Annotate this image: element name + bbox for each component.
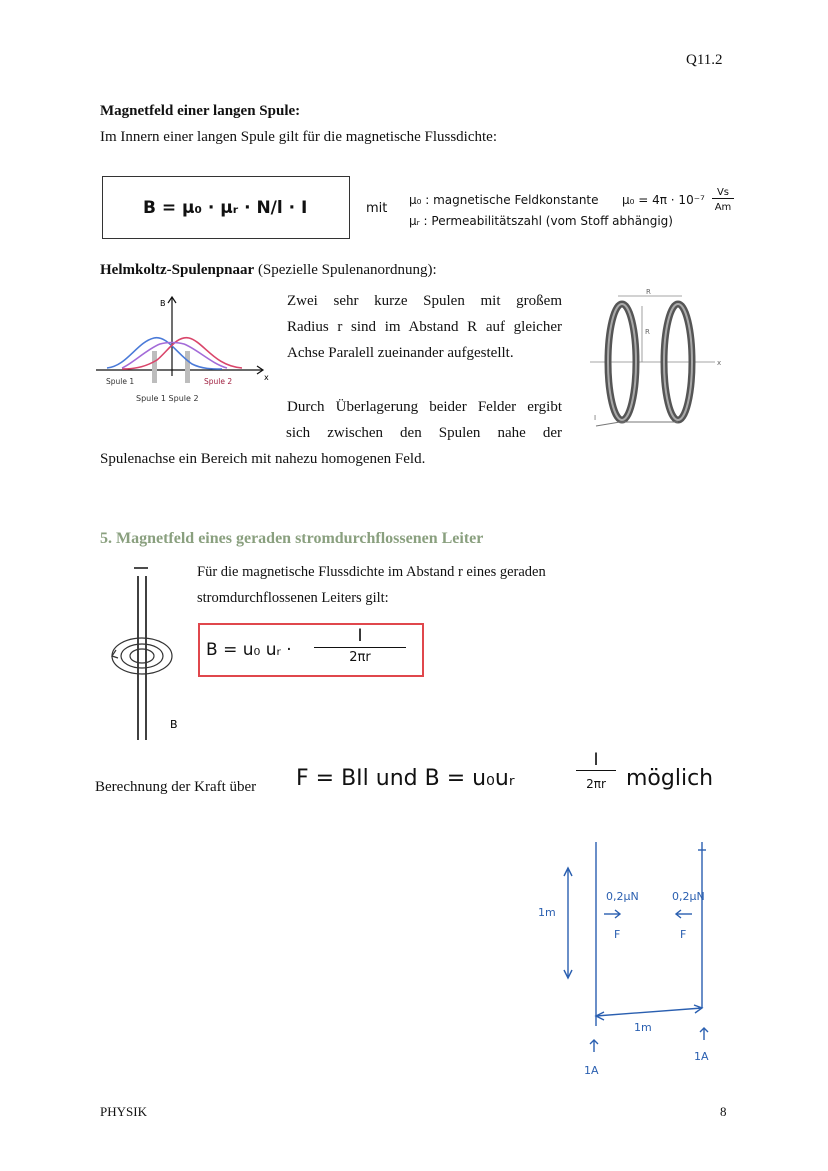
helmholtz-line-2: Radius r sind im Abstand R auf gleicher xyxy=(287,319,562,335)
graph-x-label: x xyxy=(264,373,269,382)
force-calc-suffix: möglich xyxy=(626,766,714,791)
formula-long-coil: B = μ₀ · μᵣ · N/l · I xyxy=(143,198,308,218)
graph-hand-label-right: Spule 2 xyxy=(204,377,233,386)
helmholtz-paragraph-2a xyxy=(287,394,562,420)
section-title-helmholtz xyxy=(100,262,437,279)
helmholtz-line-4: Durch Überlagerung beider Felder ergibt xyxy=(287,399,562,415)
current-label-right: 1A xyxy=(694,1050,709,1063)
force-f-left: F xyxy=(614,928,621,941)
length-label: 1m xyxy=(538,906,556,919)
helmholtz-line-3: Achse Paralell zueinander aufgestellt. xyxy=(287,345,514,361)
wire-field-label: B xyxy=(170,718,178,731)
coil-distance-label: R xyxy=(646,288,651,296)
coil-current-label: I xyxy=(594,414,597,422)
force-label-left: 0,2μN xyxy=(606,890,639,903)
force-label-right: 0,2μN xyxy=(672,890,705,903)
graph-caption: Spule 1 Spule 2 xyxy=(136,394,199,403)
mit-label: mit xyxy=(366,201,388,216)
coil-axis-label: x xyxy=(717,359,722,367)
helmholtz-paragraph-2b xyxy=(286,420,562,446)
section-title-straight-wire: 5. Magnetfeld eines geraden stromdurchflossenen Leiter xyxy=(100,530,484,547)
straight-wire-sketch xyxy=(108,564,188,744)
force-calc-prefix: Berechnung der Kraft über xyxy=(95,779,257,795)
field-line-middle xyxy=(121,644,163,668)
coil-radius-label: R xyxy=(645,328,650,336)
helmholtz-title: Helmkoltz-Spulenpnaar xyxy=(100,262,255,278)
helmholtz-coils-illustration xyxy=(590,286,730,432)
unit-denominator: Am xyxy=(714,202,732,213)
helmholtz-line-1: Zwei sehr kurze Spulen mit großem xyxy=(287,293,562,309)
formula-box-straight-wire xyxy=(198,623,424,677)
graph-y-label: B xyxy=(160,299,166,308)
formula-box-long-coil xyxy=(102,176,350,239)
helmholtz-field-graph xyxy=(92,294,274,406)
straight-wire-line-1: Für die magnetische Flussdichte im Abstand r eines geraden xyxy=(197,564,546,580)
formula-straight-wire-left: B = u₀ uᵣ · xyxy=(206,640,292,660)
coil-1-bar xyxy=(152,351,157,383)
document-code: Q11.2 xyxy=(686,52,723,68)
helmholtz-paragraph-1 xyxy=(287,288,562,366)
graph-hand-label-left: Spule 1 xyxy=(106,377,135,386)
helmholtz-paragraph-2c xyxy=(100,446,425,472)
straight-wire-paragraph xyxy=(197,559,546,611)
current-label-left: 1A xyxy=(584,1064,599,1077)
force-calc-denominator: 2πr xyxy=(586,777,606,791)
distance-line xyxy=(596,1008,702,1016)
formula-straight-wire-denominator: 2πr xyxy=(349,650,371,665)
helmholtz-line-6: Spulenachse ein Bereich mit nahezu homogenen Feld. xyxy=(100,451,426,467)
force-calc-numerator: I xyxy=(576,750,616,771)
definition-mur: μᵣ : Permeabilitätszahl (vom Stoff abhängig) xyxy=(409,214,673,228)
definition-mu0: μ₀ : magnetische Feldkonstante xyxy=(409,193,599,207)
coil-2-bar xyxy=(185,351,190,383)
straight-wire-line-2: stromdurchflossenen Leiters gilt: xyxy=(197,590,389,606)
unit-numerator: Vs xyxy=(712,187,734,199)
section-intro-long-coil: Im Innern einer langen Spule gilt für die magnetische Flussdichte: xyxy=(100,129,497,145)
formula-straight-wire-numerator: I xyxy=(314,625,406,648)
footer-subject: PHYSIK xyxy=(100,1104,147,1119)
parallel-wires-sketch xyxy=(520,838,740,1083)
field-curve-coil-2 xyxy=(122,338,242,369)
force-calc-handwritten: F = BIl und B = u₀uᵣ xyxy=(296,766,515,791)
coil-lead-wire xyxy=(596,422,678,426)
footer-page-number: 8 xyxy=(720,1104,727,1119)
helmholtz-line-5: sich zwischen den Spulen nahe der xyxy=(286,425,562,441)
force-f-right: F xyxy=(680,928,687,941)
helmholtz-subtitle: (Spezielle Spulenanordnung): xyxy=(257,262,437,278)
section-title-long-coil: Magnetfeld einer langen Spule: xyxy=(100,103,301,119)
distance-label: 1m xyxy=(634,1021,652,1034)
definition-mu0-value: μ₀ = 4π · 10⁻⁷ xyxy=(622,193,705,207)
field-line-inner xyxy=(130,649,154,663)
